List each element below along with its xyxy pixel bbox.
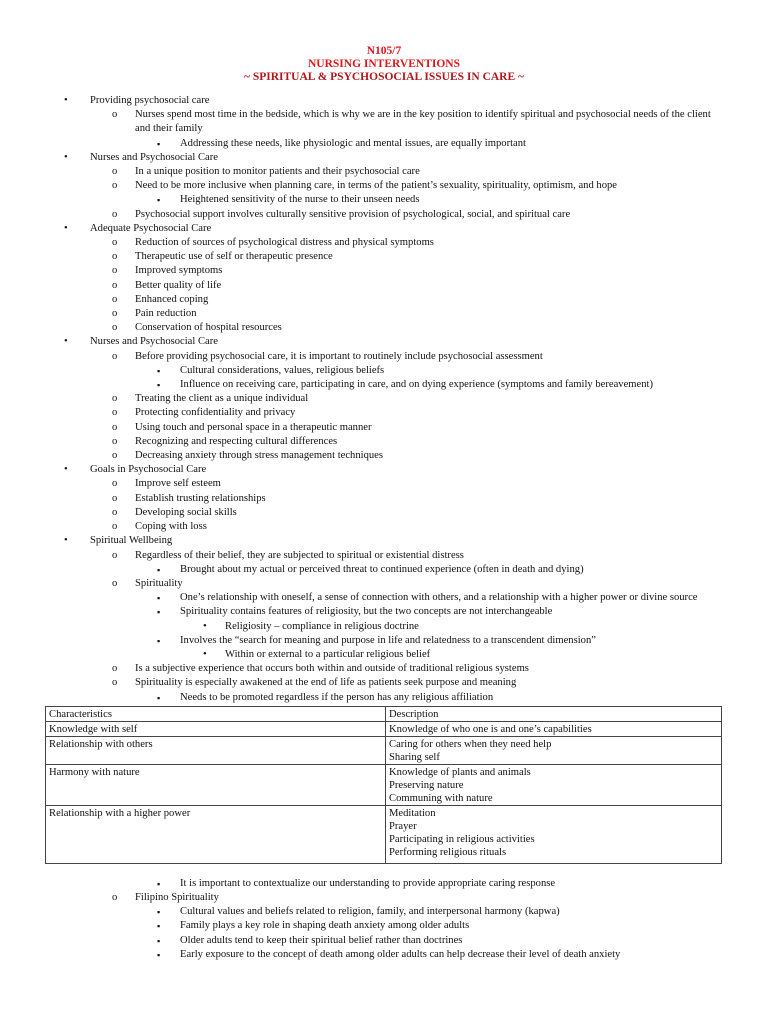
- list-item: [0, 208, 768, 222]
- list-item-text: Reduction of sources of psychological distress and physical symptoms: [135, 237, 434, 249]
- bullet-marker: ▪: [157, 635, 161, 646]
- bullet-marker: •: [64, 336, 68, 348]
- bullet-marker: o: [112, 891, 118, 903]
- bullet-marker: o: [112, 677, 118, 689]
- list-item: [0, 406, 768, 420]
- bullet-marker: ▪: [157, 365, 161, 376]
- list-item: [0, 605, 768, 619]
- list-item-text: Adequate Psychosocial Care: [90, 222, 212, 234]
- list-item: [0, 364, 768, 378]
- list-item: [0, 676, 768, 690]
- bullet-marker: o: [112, 506, 118, 518]
- list-item-text: Decreasing anxiety through stress management techniques: [135, 450, 383, 462]
- list-item-text: Goals in Psychosocial Care: [90, 464, 207, 476]
- list-item-text: Spiritual Wellbeing: [90, 535, 173, 547]
- document-subtitle: ~ SPIRITUAL & PSYCHOSOCIAL ISSUES IN CARE ~: [243, 71, 525, 83]
- list-item: [0, 877, 768, 891]
- bullet-marker: ▪: [157, 878, 161, 889]
- bullet-marker: ▪: [157, 564, 161, 575]
- bullet-marker: o: [112, 521, 118, 533]
- bullet-marker: •: [64, 464, 68, 476]
- list-item-text: Providing psychosocial care: [90, 95, 210, 106]
- list-item: [0, 905, 768, 919]
- list-item: [0, 477, 768, 491]
- list-item: [0, 421, 768, 435]
- bullet-marker: •: [64, 222, 68, 234]
- list-item-text: Spirituality: [135, 577, 183, 589]
- table-header-description: Description: [386, 706, 722, 721]
- list-item: [0, 193, 768, 207]
- list-item-text: Protecting confidentiality and privacy: [135, 407, 296, 419]
- bullet-marker: o: [112, 251, 118, 263]
- bullet-marker: o: [112, 279, 118, 291]
- list-item-text: Family plays a key role in shaping death anxiety among older adults: [180, 920, 470, 932]
- bullet-marker: ▪: [157, 607, 161, 618]
- bullet-marker: ▪: [157, 692, 161, 703]
- bullet-marker: o: [112, 308, 118, 320]
- table-row: [46, 736, 722, 764]
- list-item: [0, 948, 768, 962]
- list-item: [0, 321, 768, 335]
- bullet-marker: ▪: [157, 935, 161, 946]
- list-item: [0, 662, 768, 676]
- bullet-marker: o: [112, 166, 118, 178]
- bullet-marker: o: [112, 450, 118, 462]
- bullet-marker: ▪: [157, 138, 161, 149]
- description-line: Knowledge of who one is and one’s capabilities: [389, 723, 592, 735]
- list-item: [0, 236, 768, 250]
- list-item: [0, 335, 768, 349]
- list-item-text: Coping with loss: [135, 521, 207, 533]
- list-item: [0, 634, 768, 648]
- characteristic-cell: Knowledge with self: [46, 721, 386, 736]
- list-item-text: Within or external to a particular religious belief: [225, 648, 431, 660]
- bullet-marker: o: [112, 478, 118, 490]
- list-item-text: Early exposure to the concept of death among older adults can help decrease their level of death anxiety: [180, 948, 621, 960]
- list-item: [0, 691, 768, 705]
- list-item: [0, 577, 768, 591]
- bullet-marker: o: [112, 322, 118, 334]
- bullet-marker: ▪: [157, 195, 161, 206]
- list-item-text: Enhanced coping: [135, 293, 209, 305]
- list-item: [0, 934, 768, 948]
- bullet-marker: •: [64, 151, 68, 163]
- list-item: [0, 137, 768, 151]
- list-item-text: Addressing these needs, like physiologic and mental issues, are equally important: [180, 137, 526, 149]
- list-item-text: Nurses and Psychosocial Care: [90, 336, 218, 348]
- description-line: Sharing self: [389, 751, 440, 763]
- bullet-marker: o: [112, 407, 118, 419]
- list-item-text: It is important to contextualize our understanding to provide appropriate caring response: [180, 877, 556, 889]
- list-item: [0, 378, 768, 392]
- list-item: [0, 165, 768, 179]
- list-item-text: Treating the client as a unique individual: [135, 393, 309, 405]
- description-cell: [386, 721, 722, 736]
- description-line: Knowledge of plants and animals: [389, 766, 531, 778]
- list-item-text: Religiosity – compliance in religious doctrine: [225, 620, 419, 632]
- list-item-text: Improved symptoms: [135, 265, 223, 277]
- list-item-text: Nurses and Psychosocial Care: [90, 151, 218, 163]
- table-header-characteristics: Characteristics: [46, 706, 386, 721]
- list-item-text: Brought about my actual or perceived threat to continued experience (often in death and dying): [180, 563, 584, 575]
- list-item: [0, 648, 768, 662]
- list-item: [0, 151, 768, 165]
- list-item: [0, 307, 768, 321]
- list-item-text: Recognizing and respecting cultural differences: [135, 435, 338, 447]
- list-item: [0, 463, 768, 477]
- description-line: Participating in religious activities: [389, 833, 535, 845]
- bullet-marker: o: [112, 208, 118, 220]
- list-item: [0, 250, 768, 264]
- list-item: [0, 492, 768, 506]
- bullet-marker: •: [203, 648, 207, 660]
- list-item: [0, 392, 768, 406]
- list-item: [0, 108, 768, 136]
- table-row: [46, 764, 722, 805]
- bullet-marker: ▪: [157, 907, 161, 918]
- characteristic-cell: Relationship with others: [46, 736, 386, 764]
- list-item: [0, 350, 768, 364]
- list-item-text: Filipino Spirituality: [135, 891, 219, 903]
- list-item-text: Developing social skills: [135, 506, 237, 518]
- list-item: [0, 264, 768, 278]
- description-cell: [386, 764, 722, 805]
- list-item-text: Spirituality is especially awakened at the end of life as patients seek purpose and meaning: [135, 677, 517, 689]
- list-item-text: Cultural considerations, values, religious beliefs: [180, 364, 385, 376]
- bullet-marker: o: [112, 180, 118, 192]
- list-item: [0, 620, 768, 634]
- bullet-marker: o: [112, 492, 118, 504]
- description-line: Prayer: [389, 820, 417, 832]
- list-item: [0, 591, 768, 605]
- bullet-marker: ▪: [157, 380, 161, 391]
- outline-content: [0, 94, 768, 962]
- table-row: [46, 805, 722, 863]
- description-cell: [386, 736, 722, 764]
- characteristic-cell: Harmony with nature: [46, 764, 386, 805]
- description-line: Performing religious rituals: [389, 846, 507, 858]
- list-item-text: Is a subjective experience that occurs both within and outside of traditional religious systems: [135, 663, 529, 675]
- list-item: [0, 520, 768, 534]
- list-item-text: Older adults tend to keep their spiritual belief rather than doctrines: [180, 934, 463, 946]
- bullet-marker: •: [64, 95, 68, 106]
- bullet-marker: o: [112, 549, 118, 561]
- bullet-marker: o: [112, 577, 118, 589]
- list-item-text: Cultural values and beliefs related to religion, family, and interpersonal harmony (kapwa): [180, 906, 560, 918]
- list-item-text: Need to be more inclusive when planning care, in terms of the patient’s sexuality, spirituality, optimism, and hope: [135, 180, 617, 192]
- list-item: [0, 563, 768, 577]
- list-item: [0, 449, 768, 463]
- description-line: Caring for others when they need help: [389, 738, 552, 750]
- bullet-marker: o: [112, 393, 118, 405]
- list-item-text: Psychosocial support involves culturally sensitive provision of psychological, social, and spiritual care: [135, 208, 571, 220]
- bullet-marker: o: [112, 237, 118, 249]
- course-code: N105/7: [366, 45, 402, 57]
- list-item-text: Therapeutic use of self or therapeutic presence: [135, 251, 333, 263]
- list-item: [0, 279, 768, 293]
- description-line: Preserving nature: [389, 779, 464, 791]
- bullet-marker: o: [112, 350, 118, 362]
- list-item-text: Better quality of life: [135, 279, 222, 291]
- list-item-text: One’s relationship with oneself, a sense of connection with others, and a relationship with a higher power or divine source: [180, 592, 698, 604]
- bullet-marker: o: [112, 293, 118, 305]
- bullet-marker: ▪: [157, 921, 161, 932]
- list-item-text: Improve self esteem: [135, 478, 221, 490]
- bullet-marker: o: [112, 265, 118, 277]
- list-item: [0, 534, 768, 548]
- bullet-marker: •: [64, 535, 68, 547]
- list-item-text: Before providing psychosocial care, it is important to routinely include psychosocial assessment: [135, 350, 543, 362]
- list-item: [0, 435, 768, 449]
- bullet-marker: o: [112, 663, 118, 675]
- list-item-text: In a unique position to monitor patients and their psychosocial care: [135, 166, 420, 178]
- list-item: [0, 919, 768, 933]
- list-item: [0, 222, 768, 236]
- list-item-text: Heightened sensitivity of the nurse to their unseen needs: [180, 194, 420, 206]
- list-item-text: Involves the “search for meaning and purpose in life and relatedness to a transcendent dimension”: [180, 634, 596, 646]
- list-item-text: Using touch and personal space in a therapeutic manner: [135, 421, 372, 433]
- list-item: [0, 549, 768, 563]
- description-cell: [386, 805, 722, 863]
- list-item-text: Influence on receiving care, participating in care, and on dying experience (symptoms and family bereavement): [180, 379, 653, 391]
- list-item-text: Pain reduction: [135, 308, 197, 320]
- bullet-marker: •: [203, 620, 207, 632]
- outline-list: [0, 94, 768, 705]
- list-item-text: Needs to be promoted regardless if the person has any religious affiliation: [180, 691, 494, 703]
- list-item-text: Regardless of their belief, they are subjected to spiritual or existential distress: [135, 549, 464, 561]
- bullet-marker: ▪: [157, 593, 161, 604]
- bullet-marker: o: [112, 109, 118, 121]
- document-title: NURSING INTERVENTIONS: [307, 58, 460, 70]
- bullet-marker: o: [112, 421, 118, 433]
- bullet-marker: o: [112, 435, 118, 447]
- document-header: [0, 45, 768, 84]
- list-item: [0, 179, 768, 193]
- characteristic-cell: Relationship with a higher power: [46, 805, 386, 863]
- bullet-marker: ▪: [157, 949, 161, 960]
- list-item: [0, 293, 768, 307]
- list-item-text: Spirituality contains features of religiosity, but the two concepts are not interchangeable: [180, 606, 553, 618]
- description-line: Communing with nature: [389, 792, 493, 804]
- list-item-text: Conservation of hospital resources: [135, 322, 282, 334]
- list-item-text: Establish trusting relationships: [135, 492, 266, 504]
- list-item: [0, 506, 768, 520]
- outline-list-continued: [0, 877, 768, 962]
- list-item-text: Nurses spend most time in the bedside, which is why we are in the key position to identify spiritual and psychosocial needs of the client and their family: [135, 109, 711, 135]
- spirituality-table: [45, 706, 722, 864]
- description-line: Meditation: [389, 807, 436, 819]
- table-row: [46, 721, 722, 736]
- list-item: [0, 891, 768, 905]
- table-header-row: [46, 706, 722, 721]
- list-item: [0, 94, 768, 108]
